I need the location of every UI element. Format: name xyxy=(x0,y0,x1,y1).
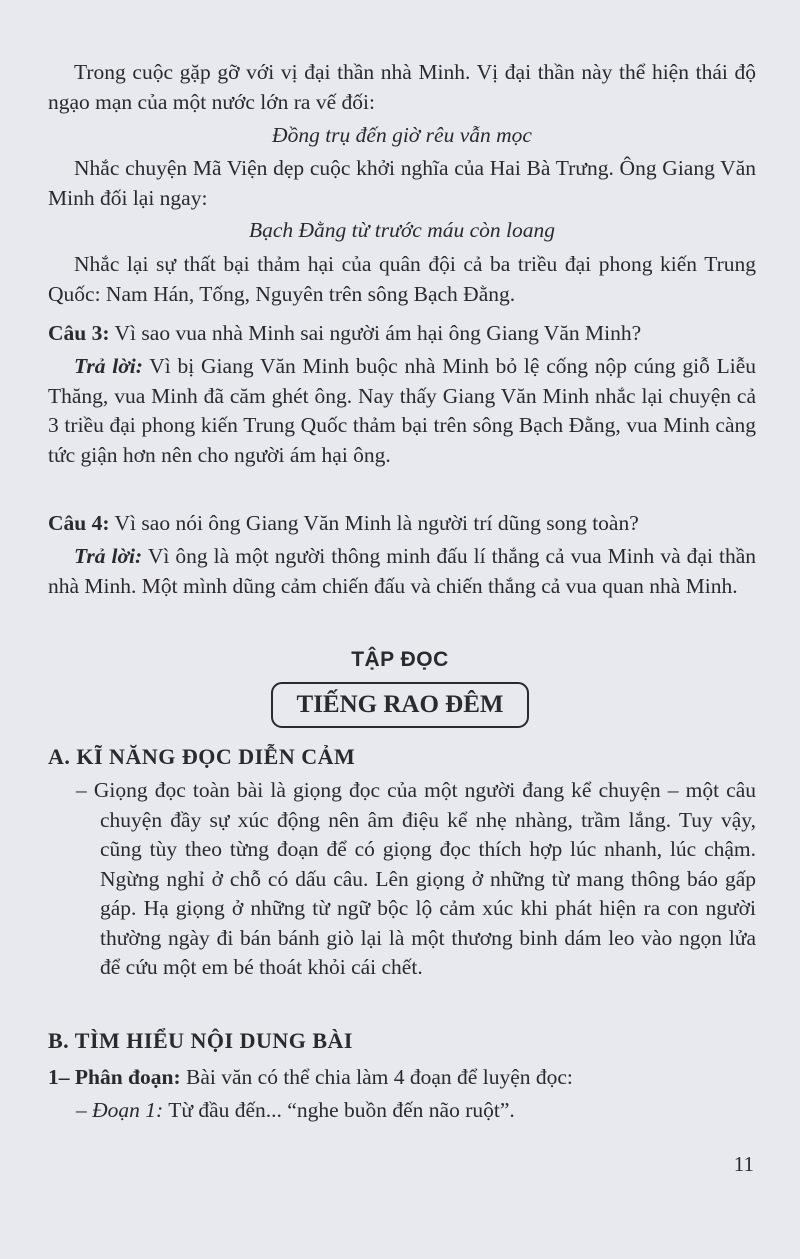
question-3 xyxy=(48,319,756,349)
lesson-title: TIẾNG RAO ĐÊM xyxy=(271,682,529,728)
reading-guidance xyxy=(76,776,756,983)
answer-4-text: Vì ông là một người thông minh đấu lí thắng cả vua Minh và đại thần nhà Minh. Một mình dũng cảm chiến đấu và chiến thắng cả vua quan nhà Minh. xyxy=(48,544,756,598)
heading-b: B. TÌM HIỂU NỘI DUNG BÀI xyxy=(48,1028,353,1053)
question-4 xyxy=(48,509,756,539)
heading-a: A. KĨ NĂNG ĐỌC DIỄN CẢM xyxy=(48,744,356,769)
item-1-label: 1– Phân đoạn: xyxy=(48,1065,181,1089)
page-number: 11 xyxy=(733,1152,754,1176)
explanation-paragraph: Nhắc lại sự thất bại thảm hại của quân đội cả ba triều đại phong kiến Trung Quốc: Nam Hán, Tống, Nguyên trên sông Bạch Đằng. xyxy=(48,252,756,306)
mention-paragraph: Nhắc chuyện Mã Viện dẹp cuộc khởi nghĩa của Hai Bà Trưng. Ông Giang Văn Minh đối lại ngay: xyxy=(48,156,756,210)
item-1-text: Bài văn có thể chia làm 4 đoạn để luyện đọc: xyxy=(186,1065,573,1089)
section-label: TẬP ĐỌC xyxy=(351,648,449,671)
item-1 xyxy=(48,1063,756,1093)
answer-4 xyxy=(48,542,756,601)
doan-1-text: Từ đầu đến... “nghe buồn đến não ruột”. xyxy=(168,1098,515,1122)
doan-1: – Đoạn 1: Từ đầu đến... “nghe buồn đến não ruột”. xyxy=(76,1098,515,1122)
answer-3-text: Vì bị Giang Văn Minh buộc nhà Minh bỏ lệ cống nộp cúng giỗ Liễu Thăng, vua Minh đã căm ghét ông. Nay thấy Giang Văn Minh nhắc lại chuyện cả 3 triều đại phong kiến Trung Quốc thảm bại trên sông Bạch Đằng, vua Minh càng tức giận hơn nên cho người ám hại ông. xyxy=(48,354,756,467)
verse-line-1: Đồng trụ đến giờ rêu vẫn mọc xyxy=(272,123,532,147)
reading-guidance-text: – Giọng đọc toàn bài là giọng đọc của một người đang kể chuyện – một câu chuyện đầy sự xúc động nên âm điệu kể nhẹ nhàng, trầm lắng. Tuy vậy, cũng tùy theo từng đoạn để có giọng đọc thích hợp lúc nhanh, lúc chậm. Ngừng nghỉ ở chỗ có dấu câu. Lên giọng ở những từ mang thông báo gấp gáp. Hạ giọng ở những từ ngữ bộc lộ cảm xúc khi phát hiện ra con người thường ngày đi bán bánh giò lại là một thương binh dám leo vào ngọn lửa để cứu một em bé thoát khỏi cái chết. xyxy=(76,778,756,979)
verse-line-2: Bạch Đằng từ trước máu còn loang xyxy=(248,218,556,242)
question-4-label: Câu 4: xyxy=(48,511,110,535)
intro-paragraph: Trong cuộc gặp gỡ với vị đại thần nhà Minh. Vị đại thần này thể hiện thái độ ngạo mạn của một nước lớn ra vế đối: xyxy=(48,60,756,114)
doan-1-label: Đoạn 1: xyxy=(92,1098,164,1122)
answer-4-label: Trả lời: xyxy=(74,544,143,568)
question-3-label: Câu 3: xyxy=(48,321,110,345)
question-4-text: Vì sao nói ông Giang Văn Minh là người trí dũng song toàn? xyxy=(114,511,639,535)
question-3-text: Vì sao vua nhà Minh sai người ám hại ông Giang Văn Minh? xyxy=(114,321,642,345)
answer-3-label: Trả lời: xyxy=(74,354,143,378)
answer-3 xyxy=(48,352,756,470)
